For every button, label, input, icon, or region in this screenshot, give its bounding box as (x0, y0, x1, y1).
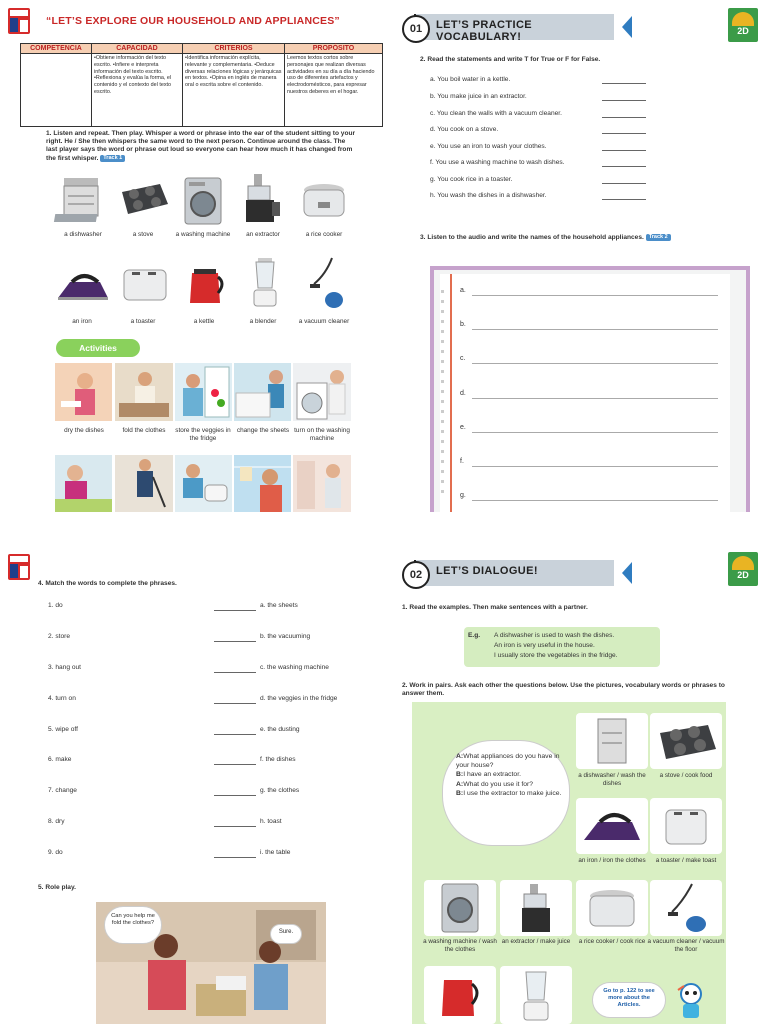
worksheet-page-3 (0, 512, 384, 1024)
extractor-image (244, 172, 282, 226)
match-left-4: 4. turn on (48, 695, 76, 702)
match-blank-7[interactable] (214, 795, 256, 796)
card-iron (576, 798, 648, 854)
statement-c: c. You clean the walls with a vacuum cleaner. (430, 110, 562, 117)
audio-answer-line-g[interactable] (472, 500, 718, 501)
match-blank-3[interactable] (214, 672, 256, 673)
caption-iron: an iron (72, 318, 92, 325)
caption-toaster: a toaster (130, 318, 156, 325)
activities-tag: Activities (56, 339, 140, 357)
match-left-5: 5. wipe off (48, 726, 78, 733)
cell-capacidad: •Obtiene información del texto escrito. •Infiere e interpreta información del texto escrito. •Reflexiona y evalúa la forma, el contenido y el contexto del texto escrito. (92, 54, 183, 127)
card-caption-washing-machine: a washing machine / wash the clothes (423, 938, 497, 953)
audio-label-f: f. (460, 458, 464, 465)
card-caption-iron: an iron / iron the clothes (578, 857, 646, 864)
blender-image (250, 256, 280, 310)
photo-change-sheets (234, 363, 291, 421)
statement-b: b. You make juice in an extractor. (430, 93, 527, 100)
caption-turn-on-washing-machine: turn on the washing machine (294, 427, 350, 442)
speech-bubble-woman: Can you help me fold the clothes? (104, 906, 162, 944)
card-washing-machine (424, 880, 496, 936)
banner-arrow-icon (622, 16, 632, 38)
photo-make-toast (175, 455, 232, 513)
audio-answer-line-f[interactable] (472, 466, 718, 467)
match-right-f: f. the dishes (260, 756, 296, 763)
col-capacidad: CAPACIDAD (92, 44, 183, 54)
articles-note-bubble: Go to p. 122 to see more about the Articles. (592, 982, 666, 1018)
instruction-5: 5. Role play. (38, 884, 76, 891)
page-title: “LET’S EXPLORE OUR HOUSEHOLD AND APPLIANCES” (46, 15, 340, 27)
card-vacuum-cleaner (650, 880, 722, 936)
instruction-4: 4. Match the words to complete the phrases. (38, 580, 177, 587)
vacuum-cleaner-image (308, 254, 346, 312)
audio-label-d: d. (460, 390, 466, 397)
match-blank-5[interactable] (214, 734, 256, 735)
eg-line-1: A dishwasher is used to wash the dishes. (494, 632, 615, 639)
match-blank-4[interactable] (214, 703, 256, 704)
audio-answer-line-a[interactable] (472, 295, 718, 296)
caption-stove: a stove (132, 231, 154, 238)
statement-f: f. You use a washing machine to wash dishes. (430, 159, 565, 166)
match-blank-6[interactable] (214, 764, 256, 765)
cell-criterios: •Identifica información explícita, relevante y complementaria. •Deduce diversas relaciones lógicas y jerárquicas en textos. •Opina en inglés de manera oral o escrita sobre el contenido. (183, 54, 285, 127)
kettle-image (184, 263, 226, 307)
audio-label-b: b. (460, 321, 466, 328)
robot-mascot-icon (674, 982, 708, 1022)
photo-turn-on-washing-machine (293, 363, 351, 421)
example-box (464, 627, 660, 667)
match-left-7: 7. change (48, 787, 77, 794)
statement-e: e. You use an iron to wash your clothes. (430, 143, 547, 150)
instruction-2: 2. Read the statements and write T for True or F for False. (420, 56, 601, 63)
audio-label-g: g. (460, 492, 466, 499)
match-right-c: c. the washing machine (260, 664, 329, 671)
banner-title: LET’S DIALOGUE! (436, 565, 538, 577)
card-blender (500, 966, 572, 1024)
worksheet-page-1 (0, 0, 384, 512)
eg-line-3: I usually store the vegetables in the fridge. (494, 652, 618, 659)
match-right-b: b. the vacuuming (260, 633, 311, 640)
audio-answer-line-d[interactable] (472, 398, 718, 399)
eg-line-2: An iron is very useful in the house. (494, 642, 595, 649)
dishwasher-image (58, 176, 108, 226)
photo-dry-dishes (55, 363, 112, 421)
audio-answer-line-b[interactable] (472, 329, 718, 330)
answer-blank-b[interactable] (602, 100, 646, 101)
audio-answer-line-c[interactable] (472, 363, 718, 364)
eg-label: E.g. (468, 632, 481, 639)
card-toaster (650, 798, 722, 854)
caption-dry-dishes: dry the dishes (64, 427, 104, 434)
col-proposito: PROPÓSITO (285, 44, 383, 54)
match-blank-8[interactable] (214, 826, 256, 827)
card-caption-vacuum-cleaner: a vacuum cleaner / vacuum the floor (647, 938, 725, 953)
card-caption-extractor: an extractor / make juice (501, 938, 571, 945)
instruction-3: 3. Listen to the audio and write the names of the household appliances. Track 2 (420, 234, 671, 242)
match-right-e: e. the dusting (260, 726, 300, 733)
statement-h: h. You wash the dishes in a dishwasher. (430, 192, 547, 199)
caption-blender: a blender (249, 318, 277, 325)
caption-store-veggies: store the veggies in the fridge (175, 427, 231, 442)
match-blank-9[interactable] (214, 857, 256, 858)
answer-blank-a[interactable] (602, 83, 646, 84)
statement-g: g. You cook rice in a toaster. (430, 176, 513, 183)
card-rice-cooker (576, 880, 648, 936)
match-left-1: 1. do (48, 602, 63, 609)
speech-bubble-man: Sure. (270, 924, 302, 944)
match-blank-1[interactable] (214, 610, 256, 611)
track-1-badge[interactable]: Track 1 (100, 155, 125, 162)
col-competencia: COMPETENCIA (21, 44, 92, 54)
photo-do-vacuuming (115, 455, 173, 513)
photo-do-dusting (293, 455, 351, 513)
banner-number: 02 (402, 561, 430, 589)
statement-a: a. You boil water in a kettle. (430, 76, 511, 83)
photo-hang-out-clothes (234, 455, 291, 513)
school-crest: 2D (728, 552, 758, 586)
rice-cooker-image (298, 180, 350, 222)
caption-extractor: an extractor (246, 231, 280, 238)
match-left-8: 8. dry (48, 818, 65, 825)
match-left-2: 2. store (48, 633, 70, 640)
match-left-6: 6. make (48, 756, 72, 763)
answer-blank-d[interactable] (602, 133, 646, 134)
audio-label-c: c. (460, 355, 466, 362)
audio-answer-notebook (430, 266, 750, 528)
audio-label-e: e. (460, 424, 466, 431)
audio-label-a: a. (460, 287, 466, 294)
notebook-margin-line (450, 274, 452, 514)
card-caption-rice-cooker: a rice cooker / cook rice (578, 938, 646, 945)
match-left-9: 9. do (48, 849, 63, 856)
answer-blank-h[interactable] (602, 199, 646, 200)
caption-dishwasher: a dishwasher (64, 231, 102, 238)
track-2-badge[interactable]: Track 2 (646, 234, 671, 241)
instruction-dialogue-2: 2. Work in pairs. Ask each other the questions below. Use the pictures, vocabulary words or phrases to answer them. (402, 682, 725, 698)
statement-d: d. You cook on a stove. (430, 126, 499, 133)
notebook-paper (440, 274, 730, 514)
cell-competencia (21, 54, 92, 127)
caption-change-sheets: change the sheets (236, 427, 290, 434)
caption-rice-cooker: a rice cooker (305, 231, 343, 238)
toaster-image (120, 264, 170, 304)
match-right-h: h. toast (260, 818, 282, 825)
vocabulary-banner (409, 14, 614, 43)
washing-machine-image (183, 176, 223, 226)
cell-proposito: Leemos textos cortos sobre personajes que realizan diversas actividades en su día a día haciendo uso de diferentes artefactos y electrodomésticos, para expresar nuestros deberes en el hogar. (285, 54, 383, 127)
school-logo (8, 554, 30, 580)
stove-image (118, 178, 170, 220)
banner-title: LET’S PRACTICE VOCABULARY! (436, 19, 533, 43)
audio-answer-line-e[interactable] (472, 432, 718, 433)
match-right-i: i. the table (260, 849, 291, 856)
match-blank-2[interactable] (214, 641, 256, 642)
photo-store-veggies (175, 363, 232, 421)
answer-blank-c[interactable] (602, 117, 646, 118)
caption-fold-clothes: fold the clothes (122, 427, 166, 434)
curriculum-table (20, 43, 383, 127)
dialogue-text: A:What appliances do you have in your house? B:I have an extractor. A:What do you use it for? B:I use the extractor to make juice. (456, 753, 562, 797)
card-caption-toaster: a toaster / make toast (655, 857, 717, 864)
photo-fold-clothes (115, 363, 173, 421)
iron-image (54, 268, 112, 304)
col-criterios: CRITERIOS (183, 44, 285, 54)
caption-vacuum-cleaner: a vacuum cleaner (298, 318, 350, 325)
answer-blank-f[interactable] (602, 166, 646, 167)
instruction-dialogue-1: 1. Read the examples. Then make sentences with a partner. (402, 604, 588, 611)
school-logo (8, 8, 30, 34)
banner-arrow-icon (622, 562, 632, 584)
card-dishwasher (576, 713, 648, 769)
photo-wipe-table (55, 455, 112, 513)
card-caption-stove: a stove / cook food (659, 772, 713, 779)
match-right-d: d. the veggies in the fridge (260, 695, 338, 702)
card-extractor (500, 880, 572, 936)
card-kettle (424, 966, 496, 1024)
answer-blank-e[interactable] (602, 150, 646, 151)
card-stove (650, 713, 722, 769)
caption-washing-machine: a washing machine (175, 231, 231, 238)
school-crest: 2D (728, 8, 758, 42)
match-right-a: a. the sheets (260, 602, 298, 609)
banner-number: 01 (402, 15, 430, 43)
caption-kettle: a kettle (193, 318, 215, 325)
instruction-1: 1. Listen and repeat. Then play. Whisper a word or phrase into the ear of the student sitting to your right. He / She then whispers the same word to the next person. Continue around the class. The last player says the word or phrase out loud so everyone can hear how much it has changed from the first whisper. Track 1 (46, 130, 356, 162)
answer-blank-g[interactable] (602, 183, 646, 184)
match-right-g: g. the clothes (260, 787, 300, 794)
card-caption-dishwasher: a dishwasher / wash the dishes (578, 772, 646, 787)
match-left-3: 3. hang out (48, 664, 81, 671)
dialogue-banner (409, 560, 614, 586)
